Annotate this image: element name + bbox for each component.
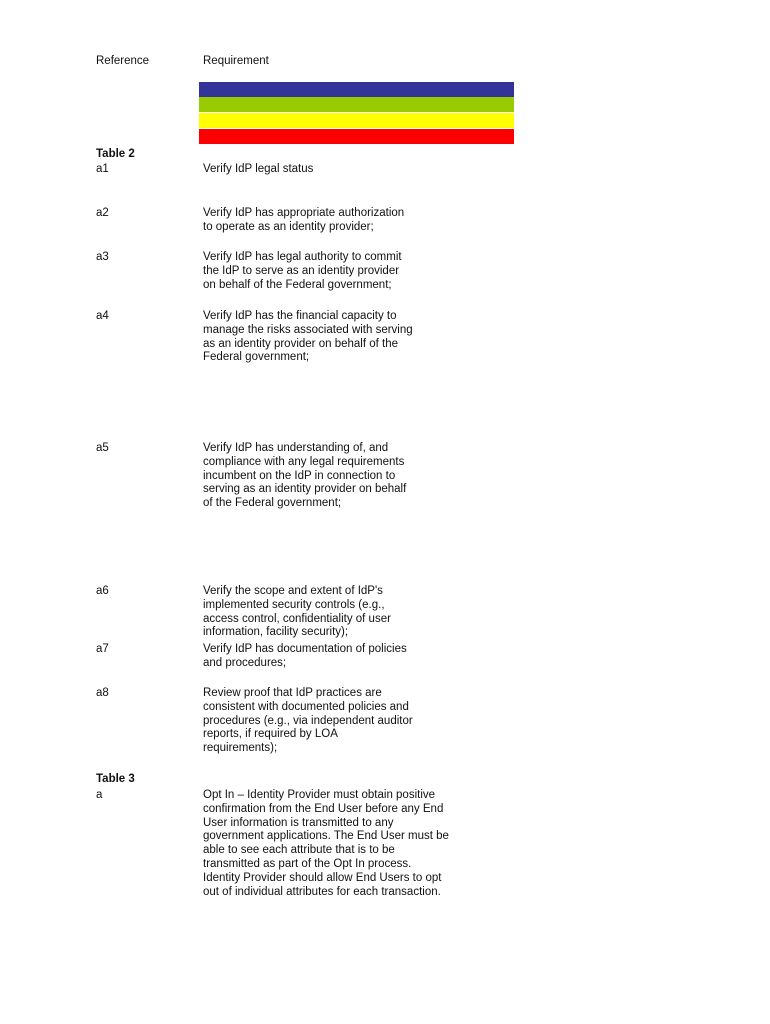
table-2-req-a6: Verify the scope and extent of IdP's implemented security controls (e.g., access control, confidentiality of user information, facility security); xyxy=(203,585,391,639)
table-3-req-a: Opt In – Identity Provider must obtain positive confirmation from the End User before any End User information is transmitted to any government applications. The End User must be able to see each attribute that is to be transmitted as part of the Opt In process. Identity Provider should allow End Users to opt out of individual attributes for each transaction. xyxy=(203,789,449,898)
table-2-req-a7: Verify IdP has documentation of policies and procedures; xyxy=(203,643,407,669)
table-2-ref-a4: a4 xyxy=(96,310,109,322)
table-2-ref-a2: a2 xyxy=(96,207,109,219)
band-blue xyxy=(199,82,514,97)
table-2-req-a2: Verify IdP has appropriate authorization to operate as an identity provider; xyxy=(203,207,405,233)
band-yellow xyxy=(199,113,514,128)
table-2-title: Table 2 xyxy=(96,148,135,160)
band-green xyxy=(199,97,514,112)
table-2-req-a3: Verify IdP has legal authority to commit the IdP to serve as an identity provider on behalf of the Federal government; xyxy=(203,251,402,291)
table-2-ref-a5: a5 xyxy=(96,442,109,454)
table-2-ref-a3: a3 xyxy=(96,251,109,263)
table-2-ref-a6: a6 xyxy=(96,585,109,597)
requirement-column-header: Requirement xyxy=(203,55,269,67)
band-red xyxy=(199,129,514,144)
reference-column-header: Reference xyxy=(96,55,150,67)
table-3-ref-a: a xyxy=(96,789,103,801)
table-2-req-a5: Verify IdP has understanding of, and compliance with any legal requirements incumbent on the IdP in connection to serving as an identity provider on behalf of the Federal government; xyxy=(203,442,407,510)
table-2-ref-a7: a7 xyxy=(96,643,109,655)
table-2-req-a1: Verify IdP legal status xyxy=(203,163,314,175)
table-2-req-a8: Review proof that IdP practices are consistent with documented policies and procedures (e.g., via independent auditor reports, if required by LOA requirements); xyxy=(203,687,413,755)
table-2-ref-a8: a8 xyxy=(96,687,109,699)
table-2-ref-a1: a1 xyxy=(96,163,109,175)
table-3-title: Table 3 xyxy=(96,773,135,785)
table-2-req-a4: Verify IdP has the financial capacity to manage the risks associated with serving as an identity provider on behalf of the Federal government; xyxy=(203,310,413,364)
